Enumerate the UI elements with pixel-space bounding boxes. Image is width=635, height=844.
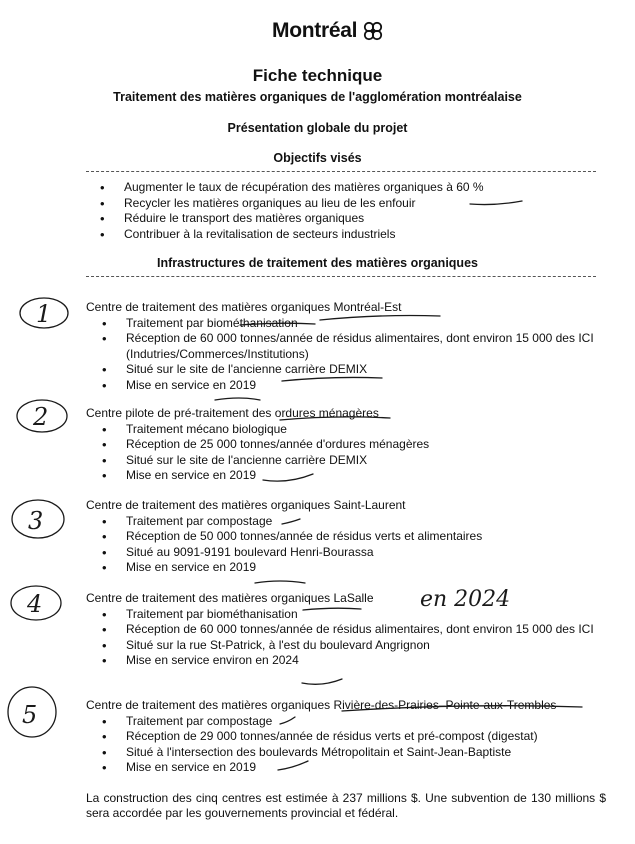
list-item: • Mise en service en 2019 — [126, 468, 601, 484]
center-details — [126, 422, 601, 484]
handwritten-circle — [12, 500, 64, 538]
rosette-icon — [360, 18, 386, 44]
list-item: • Réception de 50 000 tonnes/année de résidus verts et alimentaires — [126, 529, 601, 545]
list-item: • Mise en service environ en 2024 — [126, 653, 601, 669]
list-item: • Augmenter le taux de récupération des matières organiques à 60 % — [124, 180, 594, 196]
divider — [86, 171, 596, 172]
list-item: • Réduire le transport des matières organiques — [124, 211, 594, 227]
section-heading-objectifs: Objectifs visés — [273, 151, 362, 165]
list-item: • Situé à l'intersection des boulevards Métropolitain et Saint-Jean-Baptiste — [126, 745, 601, 761]
handwritten-note: en 2024 — [420, 587, 511, 612]
handwritten-number: 4 — [27, 590, 43, 618]
handwritten-circle — [11, 586, 61, 620]
section-heading-infrastructures: Infrastructures de traitement des matières organiques — [157, 256, 478, 270]
center-title: Centre de traitement des matières organiques Saint-Laurent — [86, 498, 406, 512]
handwritten-circle — [20, 298, 68, 328]
list-item: • Situé sur le site de l'ancienne carrière DEMIX — [126, 453, 601, 469]
center-title: Centre de traitement des matières organiques Rivière-des-Prairies–Pointe-aux-Trembles — [86, 698, 557, 712]
handwritten-number: 1 — [36, 300, 52, 328]
handwritten-number: 5 — [22, 701, 38, 729]
list-item: • Réception de 25 000 tonnes/année d'ordures ménagères — [126, 437, 601, 453]
center-title: Centre pilote de pré-traitement des ordures ménagères — [86, 406, 379, 420]
center-details — [126, 607, 601, 669]
list-item: • Mise en service en 2019 — [126, 378, 601, 394]
list-item: • Traitement mécano biologique — [126, 422, 601, 438]
handwritten-underline — [215, 398, 260, 400]
section-heading-presentation: Présentation globale du projet — [227, 121, 408, 135]
list-item: • Situé sur le site de l'ancienne carrière DEMIX — [126, 362, 601, 378]
list-item: • Réception de 29 000 tonnes/année de résidus verts et pré-compost (digestat) — [126, 729, 601, 745]
list-item: • Traitement par compostage — [126, 514, 601, 530]
list-item: • Traitement par biométhanisation — [126, 607, 601, 623]
list-item: • Situé au 9091-9191 boulevard Henri-Bourassa — [126, 545, 601, 561]
list-item: • Mise en service en 2019 — [126, 760, 601, 776]
objectives-list — [124, 180, 594, 242]
center-montreal-est — [86, 300, 601, 394]
center-details — [126, 714, 601, 776]
page-title: Fiche technique — [252, 66, 383, 85]
list-item: • Situé sur la rue St-Patrick, à l'est du boulevard Angrignon — [126, 638, 601, 654]
list-item: • Réception de 60 000 tonnes/année de résidus alimentaires, dont environ 15 000 des ICI — [126, 622, 601, 638]
center-pilote — [86, 406, 601, 484]
center-title: Centre de traitement des matières organiques Montréal-Est — [86, 300, 402, 314]
handwritten-circle — [17, 400, 67, 432]
conclusion-paragraph: La construction des cinq centres est estimée à 237 millions $. Une subvention de 130 millions $ sera accordée par les gouvernements provincial et fédéral. — [86, 791, 606, 820]
handwritten-circle — [8, 687, 56, 737]
list-item: • Contribuer à la revitalisation de secteurs industriels — [124, 227, 594, 243]
handwritten-underline — [302, 679, 342, 684]
handwritten-number: 2 — [33, 403, 49, 431]
center-title: Centre de traitement des matières organiques LaSalle — [86, 591, 374, 605]
handwritten-number: 3 — [28, 507, 44, 535]
center-lasalle — [86, 591, 601, 669]
list-item: • Réception de 60 000 tonnes/année de résidus alimentaires, dont environ 15 000 des ICI (Indutries/Commerces/Institutions) — [126, 331, 601, 362]
handwritten-underline — [255, 581, 305, 583]
list-item: • Recycler les matières organiques au lieu de les enfouir — [124, 196, 594, 212]
center-saint-laurent — [86, 498, 601, 576]
list-item: • Traitement par compostage — [126, 714, 601, 730]
list-item: • Traitement par biométhanisation — [126, 316, 601, 332]
list-item: • Mise en service en 2019 — [126, 560, 601, 576]
center-details — [126, 514, 601, 576]
center-riviere-des-prairies — [86, 698, 601, 776]
montreal-logo — [272, 18, 386, 44]
center-details — [126, 316, 601, 394]
divider — [86, 276, 596, 277]
page-subtitle: Traitement des matières organiques de l'agglomération montréalaise — [113, 90, 522, 104]
logo-text: Montréal — [272, 19, 358, 42]
